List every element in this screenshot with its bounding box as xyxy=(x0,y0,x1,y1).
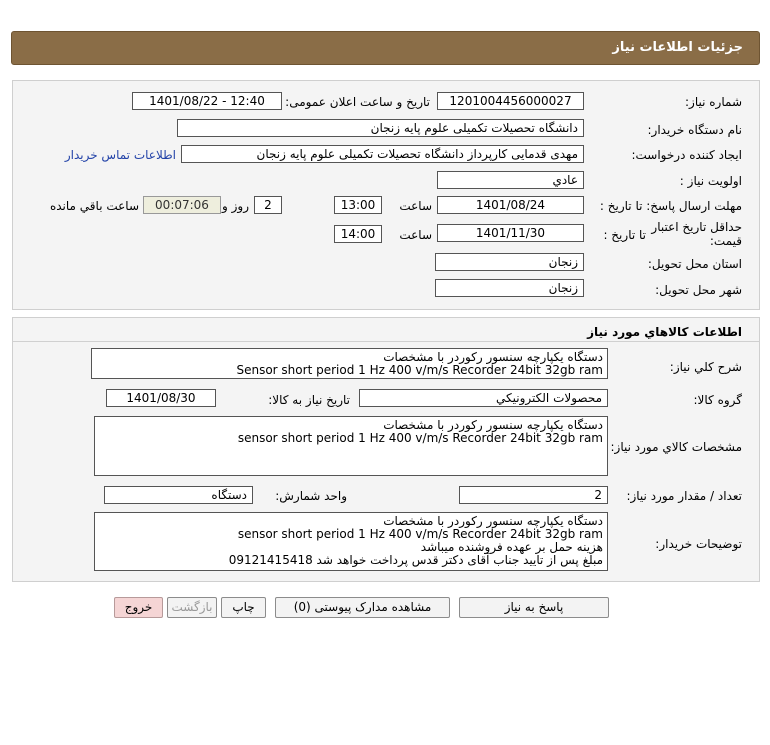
validity-date-field: 1401/11/30 xyxy=(437,224,584,242)
validity-time-field: 14:00 xyxy=(334,225,382,243)
buyer-org-field: دانشگاه تحصيلات تکميلی علوم پايه زنجان xyxy=(177,119,584,137)
goods-section-title: اطلاعات کالاهاي مورد نياز xyxy=(587,325,742,339)
spec-label: مشخصات کالاي مورد نياز: xyxy=(610,440,742,454)
validity-time-label: ساعت xyxy=(399,228,432,242)
days-field: 2 xyxy=(254,196,282,214)
goods-title-divider xyxy=(13,341,759,342)
buyer-org-label: نام دستگاه خريدار: xyxy=(647,123,742,137)
need-info-panel xyxy=(12,80,760,310)
priority-label: اولويت نياز : xyxy=(679,174,742,188)
province-label: استان محل تحويل: xyxy=(647,257,742,271)
validity-to-label: تا تاريخ : xyxy=(603,228,646,242)
attachments-button[interactable]: مشاهده مدارک پيوستی (0) xyxy=(275,597,450,618)
need-date-label: تاريخ نياز به کالا: xyxy=(268,393,350,407)
back-button[interactable]: بازگشت xyxy=(167,597,217,618)
days-label: روز و xyxy=(222,199,249,213)
summary-label: شرح کلي نياز: xyxy=(669,360,742,374)
announce-field: 1401/08/22 - 12:40 xyxy=(132,92,282,110)
province-field: زنجان xyxy=(435,253,584,271)
exit-button[interactable]: خروج xyxy=(114,597,163,618)
page-title: جزئيات اطلاعات نياز xyxy=(612,40,743,55)
group-field: محصولات الکترونيکي xyxy=(359,389,608,407)
deadline-label: مهلت ارسال پاسخ: تا تاريخ : xyxy=(599,199,742,213)
group-label: گروه کالا: xyxy=(693,393,742,407)
deadline-time-label: ساعت xyxy=(399,199,432,213)
spec-field: دستگاه يکپارچه سنسور رکوردر با مشخصات sensor short period 1 Hz 400 v/m/s Recorder 24bit 32gb ram xyxy=(94,416,608,476)
creator-label: ايجاد کننده درخواست: xyxy=(631,148,742,162)
buyer-contact-link[interactable]: اطلاعات تماس خريدار xyxy=(64,148,176,162)
announce-label: تاريخ و ساعت اعلان عمومی: xyxy=(285,95,430,109)
summary-field: دستگاه يکپارچه سنسور رکوردر با مشخصات Sensor short period 1 Hz 400 v/m/s Recorder 24bit 32gb ram xyxy=(91,348,608,379)
buyer-desc-field: دستگاه يکپارچه سنسور رکوردر با مشخصات sensor short period 1 Hz 400 v/m/s Recorder 24bit 32gb ram هزينه حمل بر عهده فروشنده ميباشد مبلغ پس از تاييد جناب آقای دکتر قدس پرداخت خواهد شد 09121415418 xyxy=(94,512,608,571)
qty-field: 2 xyxy=(459,486,608,504)
creator-field: مهدی قدمايی کارپرداز دانشگاه تحصيلات تکميلی علوم پايه زنجان xyxy=(181,145,584,163)
city-label: شهر محل تحويل: xyxy=(655,283,742,297)
priority-field: عادي xyxy=(437,171,584,189)
page-header xyxy=(11,31,760,65)
reply-button[interactable]: پاسخ به نياز xyxy=(459,597,609,618)
remaining-label: ساعت باقي مانده xyxy=(49,199,139,213)
validity-label: حداقل تاريخ اعتبار قيمت: xyxy=(651,220,742,248)
unit-label: واحد شمارش: xyxy=(275,489,347,503)
need-number-field: 1201004456000027 xyxy=(437,92,584,110)
deadline-date-field: 1401/08/24 xyxy=(437,196,584,214)
print-button[interactable]: چاپ xyxy=(221,597,266,618)
city-field: زنجان xyxy=(435,279,584,297)
unit-field: دستگاه xyxy=(104,486,253,504)
buyer-desc-label: توضيحات خريدار: xyxy=(655,537,742,551)
remaining-time-field: 00:07:06 xyxy=(143,196,221,214)
deadline-time-field: 13:00 xyxy=(334,196,382,214)
need-number-label: شماره نياز: xyxy=(685,95,742,109)
qty-label: تعداد / مقدار مورد نياز: xyxy=(626,489,742,503)
need-date-field: 1401/08/30 xyxy=(106,389,216,407)
